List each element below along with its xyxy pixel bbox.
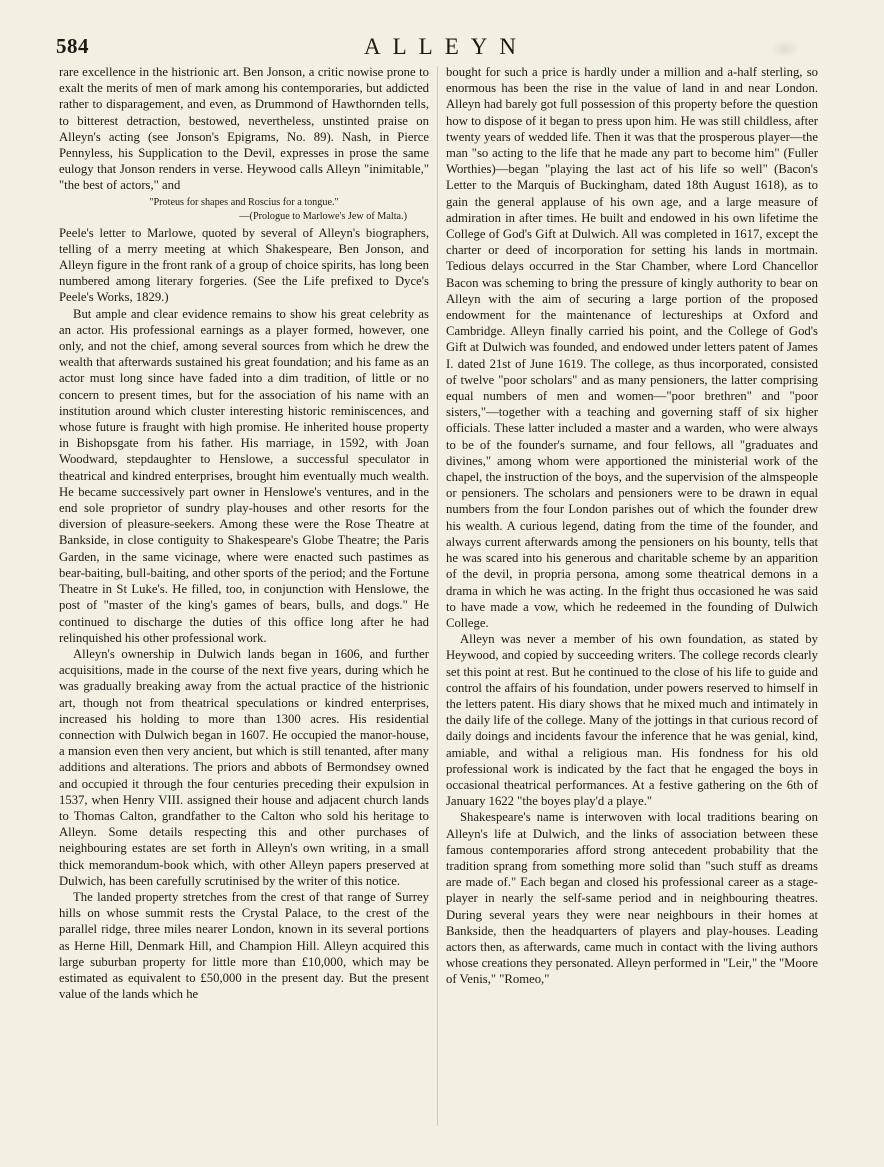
paragraph: bought for such a price is hardly under a million and a-half sterling, so enormous has been the rise in the value of land in and near London. Alleyn had barely got full possession of this property before the question how to dispose of it began to press upon him. He was still childless, after twenty years of wedded life. Then it was that the prosperous player—the man "so acting to the life that he made any part to become him" (Fuller Worthies)—began "playing the last act of his life so well" (Bacon's Letter to the Marquis of Buckingham, dated 18th August 1618), as to gain the general applause of his own age, and a large measure of admiration in after times. He built and endowed in his own lifetime the College of God's Gift at Dulwich. All was completed in 1617, except the charter or deed of incorporation for setting his lands in mortmain. Tedious delays occurred in the Star Chamber, where Lord Chancellor Bacon was scheming to bring the pressure of kingly authority to bear on Alleyn with the aim of securing a large portion of the proposed endowment for the maintenance of lectureships at Oxford and Cambridge. Alleyn finally carried his point, and the College of God's Gift at Dulwich was founded, and endowed under letters patent of James I. dated 21st of June 1619. The college, as thus incorporated, consisted of twelve "poor scholars" and as many pensioners, the latter comprising equal numbers of men and women—"poor brethren" and "poor sisters,"—together with a teaching and governing staff of six higher officials. These latter included a master and a warden, who were always to be of the founder's surname, and four fellows, all "graduates and divines," among whom were apportioned the ministerial work of the chapel, the instruction of the boys, and the supervision of the almspeople or pensioners. The scholars and pensioners were to be drawn in equal numbers from the four London parishes out of which the founder drew his wealth. A curious legend, dating from the time of the founder, and always current afterwards among the pensioners on his bounty, tells that he was scared into his generous and charitable scheme by an apparition of the devil, in propria persona, among some theatrical demons in a drama in which he was acting. In the fright thus occasioned he was said to have made a vow, which he redeemed in the founding of Dulwich College. (446, 65, 818, 630)
paper-smudge (770, 40, 800, 58)
page-header (56, 34, 836, 64)
paragraph: Peele's letter to Marlowe, quoted by several of Alleyn's biographers, telling of a merry meeting at which Shakespeare, Ben Jonson, and Alleyn figure in the front rank of a group of choice spirits, has long been numbered among literary forgeries. (See the Life prefixed to Dyce's Peele's Works, 1829.) (59, 225, 429, 305)
paragraph: But ample and clear evidence remains to show his great celebrity as an actor. His professional earnings as a player formed, however, one only, and not the chief, among several sources from which he drew the wealth that afterwards sustained his great foundation; and his fame as an actor must long since have faded into a dim tradition, of little or no concern to present times, but for the association of his name with an institution around which cluster interesting historic reminiscences, and whose future is fraught with high promise. He inherited house property in Bishopsgate from his father. His marriage, in 1592, with Joan Woodward, stepdaughter to Henslowe, a successful speculator in theatrical and kindred enterprises, brought him eventually much wealth. He became successively part owner in Henslowe's ventures, and in the end sole proprietor of sundry play-houses and other resorts for the diversion of pleasure-seekers. Among these were the Rose Theatre at Bankside, in close contiguity to Shakespeare's Globe Theatre; the Paris Garden, in the same vicinage, where were enacted such pastimes as bear-baiting, bull-baiting, and other sports of the period; and the Fortune Theatre in St Luke's. He filled, too, in conjunction with Henslowe, the post of "master of the king's games of bears, bulls, and dogs." He continued to discharge the duties of this office long after he had relinquished his other professional work. (59, 306, 429, 645)
column-divider (437, 66, 438, 1126)
page-number: 584 (56, 34, 89, 58)
paragraph: The landed property stretches from the crest of that range of Surrey hills on whose summit rests the Crystal Palace, to the crest of the parallel ridge, three miles nearer London, known in its several portions as Herne Hill, Denmark Hill, and Champion Hill. Alleyn acquired this large suburban property for little more than £10,000, which may be estimated as equivalent to £50,000 in the present day. But the present value of the lands which he (59, 889, 429, 1002)
paragraph: Alleyn was never a member of his own foundation, as stated by Heywood, and copied by succeeding writers. The college records clearly set this point at rest. But he continued to the close of his life to guide and control the affairs of his foundation, under powers reserved to himself in the letters patent. His diary shows that he mixed much and intimately in the daily life of the college. Many of the jottings in that curious record of daily doings and incidents favour the inference that he was genial, kind, amiable, and withal a religious man. His fondness for his old professional work is indicated by the fact that he engaged the boys in occasional theatrical performances. At a festive gathering on the 6th of January 1622 "the boyes play'd a playe." (446, 632, 818, 809)
right-column (446, 64, 818, 1149)
verse-quote: "Proteus for shapes and Roscius for a tongue." (149, 196, 339, 208)
quote-source: —(Prologue to Marlowe's Jew of Malta.) (239, 210, 407, 222)
left-column (59, 64, 429, 1149)
paragraph: rare excellence in the histrionic art. Ben Jonson, a critic nowise prone to exalt the merits of men of mark among his contemporaries, but addicted rather to disparagement, and even, as Drummond of Hawthornden tells, to bitterest detraction, bestowed, nevertheless, unstinted praise on Alleyn's acting (see Jonson's Epigrams, No. 89). Nash, in Pierce Pennyless, his Supplication to the Devil, expresses in prose the same eulogy that Jonson renders in verse. Heywood calls Alleyn "inimitable," "the best of actors," and (59, 65, 429, 193)
paragraph: Shakespeare's name is interwoven with local traditions bearing on Alleyn's life at Dulwich, and the links of association between these famous contemporaries afford strong antecedent probability that the tradition sprang from something more solid than "such stuff as dreams are made of." Each began and closed his professional career as a stage-player in nearly the self-same period and in neighbouring theatres. During several years they were near neighbours in their homes at Bankside, then the headquarters of players and play-houses. Leading actors then, as afterwards, came much in contact with the living authors whose creations they personated. Alleyn performed in "Leir," the "Moore of Venis," "Romeo," (446, 810, 818, 987)
running-head: ALLEYN (364, 34, 528, 59)
paragraph: Alleyn's ownership in Dulwich lands began in 1606, and further acquisitions, made in the course of the next five years, during which he was gradually breaking away from the actual practice of the histrionic art, though not from theatrical speculations or kindred enterprises, increased his holding to more than 1300 acres. His residential connection with Dulwich began in 1607. He occupied the manor-house, a mansion even then very ancient, but which is still tenanted, after many additions and alterations. The priors and abbots of Bermondsey owned and occupied it through the four centuries preceding their expulsion in 1537, when Henry VIII. assigned their house and adjacent church lands to Thomas Calton, grandfather to the Calton who sold his heritage to Alleyn. Some details respecting this and other purchases of neighbouring estates are set forth in Alleyn's own writing, in a small thick memorandum-book which, with other Alleyn papers preserved at Dulwich, has been carefully scrutinised by the writer of this notice. (59, 646, 429, 888)
